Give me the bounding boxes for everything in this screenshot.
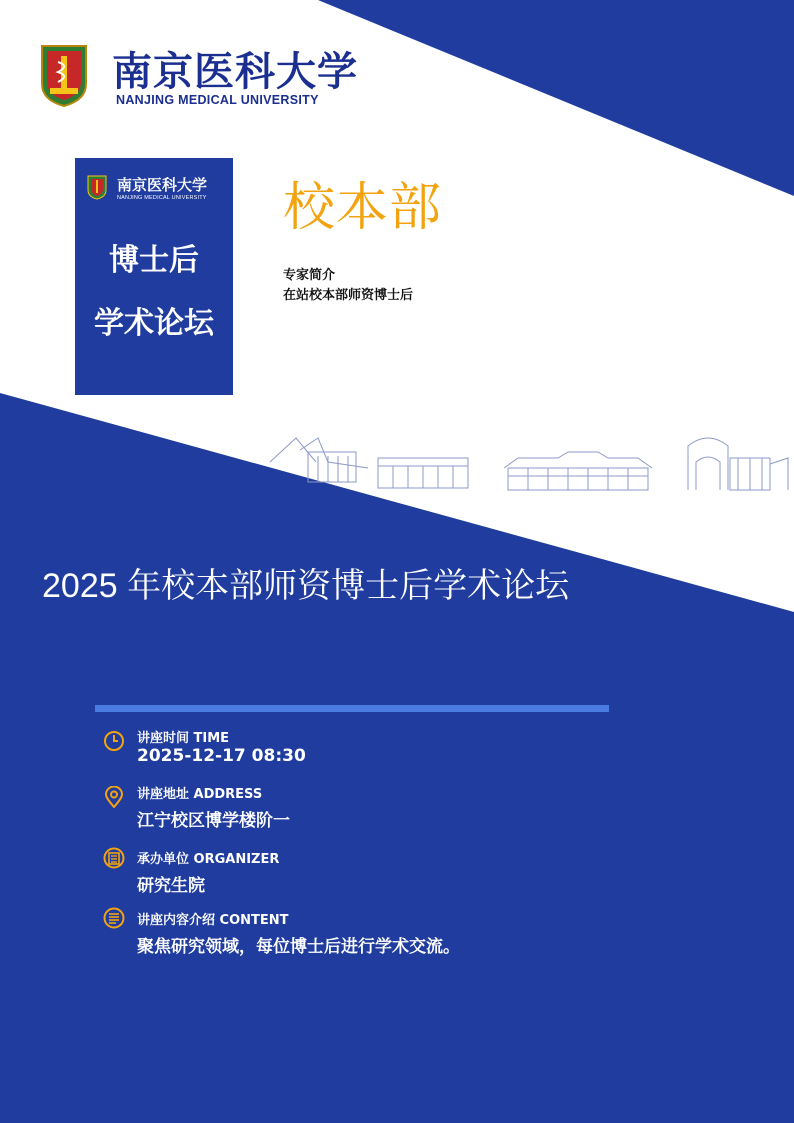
clock-icon — [103, 730, 125, 752]
location-pin-icon — [103, 786, 125, 808]
card-logo-text: 南京医科大学 — [117, 176, 208, 194]
organizer-value: 研究生院 — [137, 876, 205, 896]
address-label: 讲座地址 ADDRESS — [137, 787, 263, 802]
time-value: 2025-12-17 08:30 — [137, 746, 306, 766]
organizer-label: 承办单位 ORGANIZER — [137, 852, 280, 867]
university-emblem-icon — [38, 44, 90, 108]
intro-text: 在站校本部师资博士后 — [283, 288, 414, 303]
time-label: 讲座时间 TIME — [137, 731, 230, 746]
content-value: 聚焦研究领域，每位博士后进行学术交流。 — [137, 937, 460, 957]
university-logo-english: NANJING MEDICAL UNIVERSITY — [116, 93, 319, 107]
forum-card — [75, 158, 233, 395]
card-logo-english: NANJING MEDICAL UNIVERSITY — [117, 195, 207, 201]
building-icon — [103, 847, 125, 869]
address-value: 江宁校区博学楼阶一 — [137, 811, 290, 831]
card-title-line-2: 学术论坛 — [94, 306, 214, 341]
content-label: 讲座内容介绍 CONTENT — [137, 913, 289, 928]
forum-title: 2025 年校本部师资博士后学术论坛 — [42, 567, 570, 605]
intro-heading: 专家简介 — [283, 268, 336, 283]
card-title-line-1: 博士后 — [109, 243, 199, 278]
divider-bar — [95, 705, 609, 712]
campus-title: 校本部 — [283, 178, 443, 238]
card-emblem-icon — [87, 175, 107, 200]
university-logo-text: 南京医科大学 — [112, 48, 358, 95]
campus-skyline-illustration — [268, 428, 794, 492]
document-list-icon — [103, 907, 125, 929]
bottom-blue-region — [0, 393, 794, 1123]
